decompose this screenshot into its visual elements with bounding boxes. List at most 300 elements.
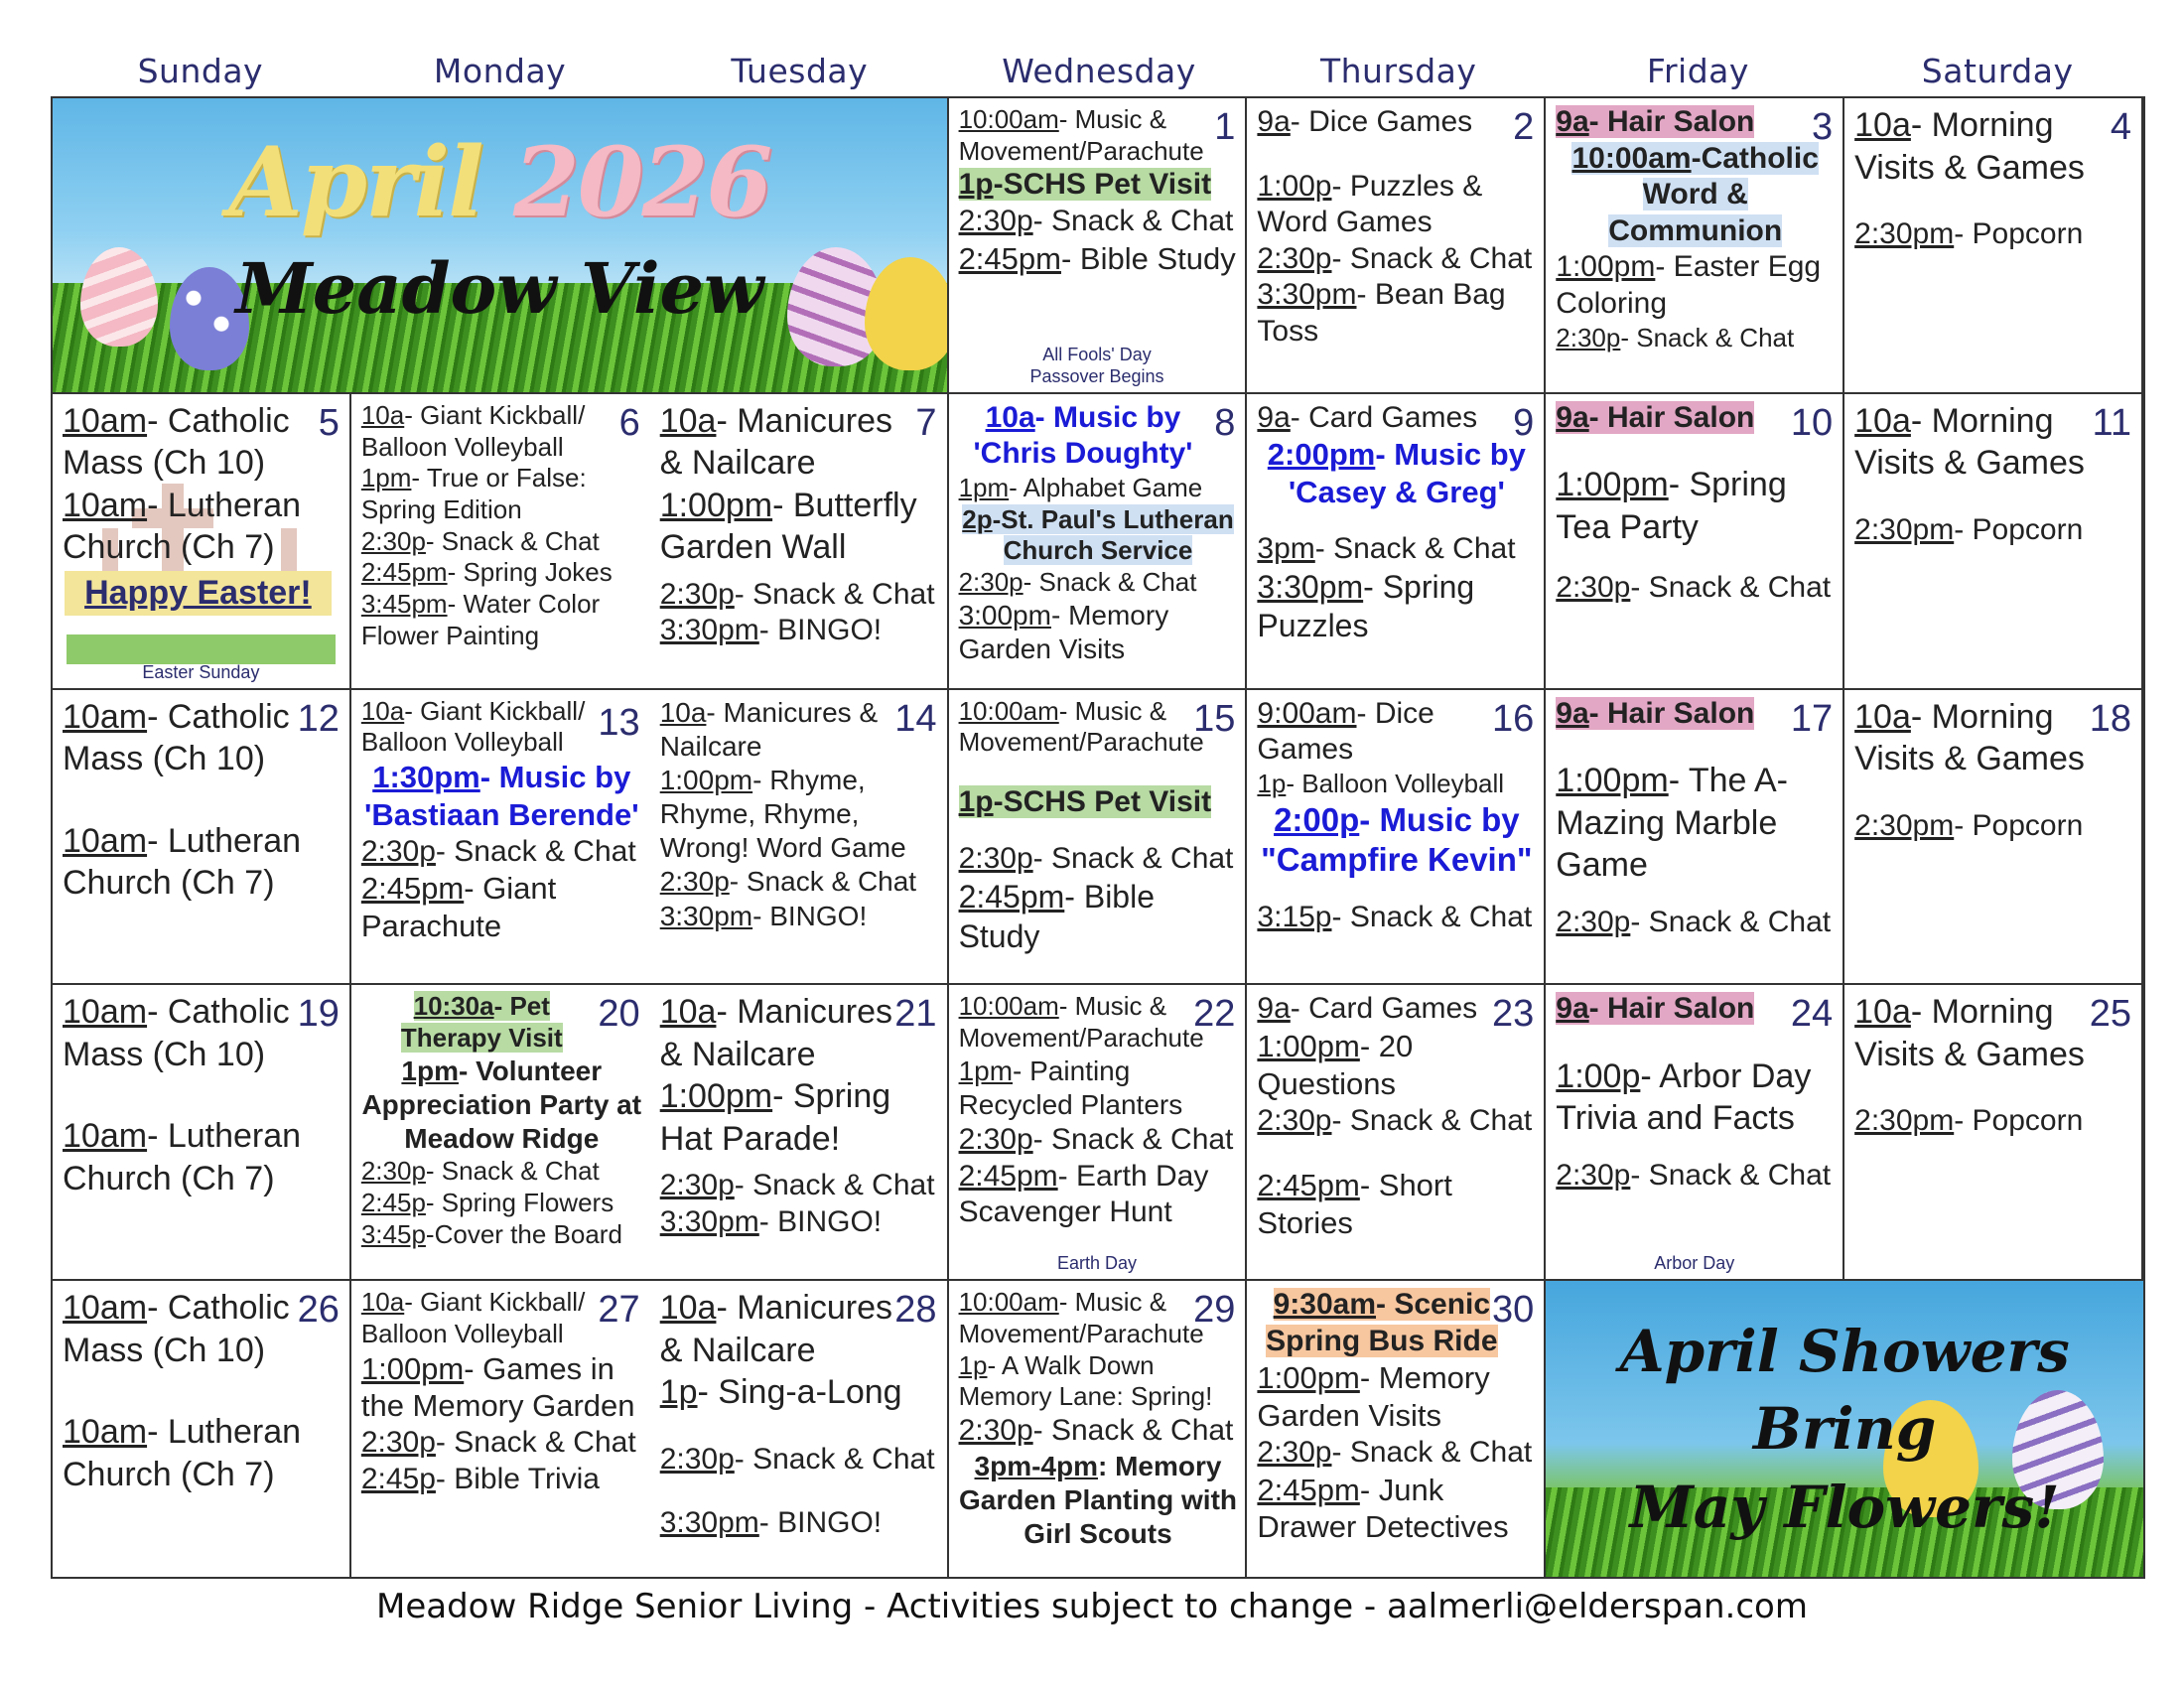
event-title: - BINGO! xyxy=(752,900,868,931)
event-time: 2:45pm xyxy=(958,1159,1058,1193)
event xyxy=(959,104,1238,167)
event-time: 2:30p xyxy=(958,567,1024,598)
event-time: 3:30pm xyxy=(1257,278,1357,312)
day-number: 1 xyxy=(1214,106,1236,148)
event-title: - Spring Puzzles xyxy=(1257,568,1475,643)
event-title: - Snack & Chat xyxy=(1620,322,1795,352)
event-title: - Bible Study xyxy=(1060,240,1236,276)
event-time: 10am xyxy=(63,993,148,1032)
event-time: 1:00pm xyxy=(1257,1360,1360,1396)
day-cell-16 xyxy=(1247,690,1546,986)
event-time: 3:30pm xyxy=(659,1204,759,1238)
event xyxy=(660,1505,939,1542)
event-time: 1pm xyxy=(958,1055,1014,1086)
event xyxy=(1854,104,2133,189)
event-time: 2:30pm xyxy=(1854,217,1955,250)
event-time: 2:30p xyxy=(659,1442,735,1476)
event-title: - Balloon Volleyball xyxy=(1286,768,1505,798)
event-title: -SCHS Pet Visit xyxy=(993,785,1212,819)
day-number: 2 xyxy=(1513,106,1535,148)
event-title: - Hair Salon xyxy=(1588,105,1755,138)
event-time: 10a xyxy=(1854,993,1911,1032)
day-number: 21 xyxy=(894,993,937,1036)
weekday-thursday: Thursday xyxy=(1319,52,1477,90)
event-time: 2:30p xyxy=(958,1414,1033,1448)
event-title: - Bible Trivia xyxy=(435,1462,600,1495)
event xyxy=(660,1168,939,1204)
day-number: 8 xyxy=(1214,401,1236,444)
event-title: - Card Games xyxy=(1290,400,1478,434)
event-time: 3:30pm xyxy=(659,614,759,647)
event-time: 3:30pm xyxy=(659,1506,759,1540)
event-title: - Water Color Flower Painting xyxy=(360,589,601,650)
weekday-header-row xyxy=(51,52,2147,95)
event xyxy=(1854,512,2133,549)
event-title: - Snack & Chat xyxy=(1630,571,1832,605)
event-title: - Music by 'Chris Doughty' xyxy=(973,400,1193,471)
event-title: - Card Games xyxy=(1290,992,1478,1026)
event-time: 3:30pm xyxy=(1257,568,1364,605)
event-time: 9a xyxy=(1556,400,1589,434)
event-time: 10:30a xyxy=(413,991,494,1022)
day-cell-25 xyxy=(1844,985,2143,1281)
day-cell-27 xyxy=(351,1281,650,1577)
event-title: - Snack & Chat xyxy=(1314,532,1516,566)
event-time: 10a xyxy=(1854,401,1911,440)
event xyxy=(959,877,1238,956)
event-time: 1:00pm xyxy=(659,1077,773,1116)
event-title: - Games in the Memory Garden xyxy=(360,1350,635,1424)
event-time: 9a xyxy=(1556,992,1589,1026)
day-number: 30 xyxy=(1492,1289,1535,1332)
event xyxy=(361,870,642,945)
event-time: 10am xyxy=(63,486,148,524)
event-time: 1pm xyxy=(401,1055,459,1086)
event-time: 2:45p xyxy=(360,1188,426,1218)
event-time: 9:30am xyxy=(1273,1288,1377,1322)
event-title: - Arbor Day Trivia and Facts xyxy=(1556,1056,1812,1138)
day-number: 26 xyxy=(297,1289,340,1332)
holiday-note: Arbor Day xyxy=(1654,1253,1735,1274)
event-time: 2:45pm xyxy=(360,557,448,588)
closing-banner-text xyxy=(1546,1313,2143,1546)
event-time: 1:00p xyxy=(1556,1056,1641,1095)
weekday-friday: Friday xyxy=(1646,52,1749,90)
event-title: - Snack & Chat xyxy=(734,1442,935,1476)
event xyxy=(361,834,642,871)
event-time: 10:00am xyxy=(958,1287,1059,1318)
day-cell-7 xyxy=(650,394,949,690)
event xyxy=(361,557,642,589)
event-time: 2:30p xyxy=(1556,1158,1631,1192)
weekday-wednesday: Wednesday xyxy=(1002,52,1196,90)
day-number: 24 xyxy=(1790,993,1834,1036)
event xyxy=(63,400,341,485)
event-title: - Snack & Chat xyxy=(734,1169,935,1202)
event-time: 2:30p xyxy=(360,525,426,556)
day-cell-29 xyxy=(949,1281,1248,1577)
event-title: - Snack & Chat xyxy=(1331,901,1533,933)
event xyxy=(1556,141,1835,250)
day-cell-18 xyxy=(1844,690,2143,986)
event xyxy=(1257,1435,1536,1472)
event-title: - Lutheran Church (Ch 7) xyxy=(63,821,302,903)
day-cell-20 xyxy=(351,985,650,1281)
event-title: - Lutheran Church (Ch 7) xyxy=(63,1117,302,1197)
event-title: - Dice Games xyxy=(1290,105,1473,138)
event xyxy=(361,759,642,834)
day-number: 28 xyxy=(894,1289,937,1332)
event xyxy=(959,1055,1238,1122)
event xyxy=(361,1350,642,1426)
event-title: - Music by "Campfire Kevin" xyxy=(1261,800,1533,878)
day-cell-11 xyxy=(1844,394,2143,690)
event-time: 2:30pm xyxy=(1854,808,1955,842)
event xyxy=(1556,1055,1835,1140)
event-title: - Sing-a-Long xyxy=(697,1373,902,1412)
event-title: - Bible Study xyxy=(958,879,1155,955)
event-title: - Lutheran Church (Ch 7) xyxy=(63,1413,302,1493)
day-cell-5 xyxy=(53,394,351,690)
weekday-saturday: Saturday xyxy=(1921,52,2074,90)
event-title: - Popcorn xyxy=(1954,217,2084,250)
event-title: - Junk Drawer Detectives xyxy=(1257,1472,1509,1545)
weekday-monday: Monday xyxy=(433,52,567,90)
event xyxy=(1257,1472,1536,1547)
holiday-note: All Fools' Day xyxy=(1042,344,1152,364)
event-time: 2:30p xyxy=(958,1123,1033,1157)
banner-year: 2026 xyxy=(512,126,771,238)
day-number: 12 xyxy=(297,697,340,740)
event-time: 2:30pm xyxy=(1854,1104,1955,1138)
event-title: - Music by 'Casey & Greg' xyxy=(1288,437,1526,510)
day-number: 18 xyxy=(2089,697,2131,740)
event-time: 1:00pm xyxy=(1556,762,1669,800)
event-time: 2:30p xyxy=(1556,322,1621,352)
event-time: 2:30p xyxy=(958,841,1033,875)
day-cell-4 xyxy=(1844,98,2143,394)
day-number: 5 xyxy=(318,401,340,444)
day-number: 7 xyxy=(915,401,937,444)
event-time: 10:00am xyxy=(1571,141,1692,175)
day-number: 6 xyxy=(618,401,640,444)
day-number: 29 xyxy=(1193,1289,1236,1332)
event xyxy=(1556,104,1835,141)
event-title: - Snack & Chat xyxy=(1331,241,1533,275)
event-title: - Music & Movement/Parachute xyxy=(958,991,1204,1054)
event xyxy=(660,865,939,899)
event xyxy=(959,204,1238,240)
event-time: 10am xyxy=(63,697,148,736)
event-title: - Popcorn xyxy=(1954,1104,2084,1138)
event-time: 2:30p xyxy=(1257,241,1332,275)
day-number: 20 xyxy=(598,993,640,1036)
event-title: - Dice Games xyxy=(1257,696,1434,767)
event-title: - Snack & Chat xyxy=(1630,1158,1832,1192)
event xyxy=(1257,769,1536,800)
event-time: 3:00pm xyxy=(958,599,1051,631)
event xyxy=(959,167,1238,204)
event-title: - Snack & Chat xyxy=(1331,1436,1533,1469)
event xyxy=(1257,436,1536,511)
event xyxy=(1556,323,1835,354)
event xyxy=(959,504,1238,567)
event xyxy=(1257,531,1536,568)
day-cell-17 xyxy=(1546,690,1844,986)
event-time: 2:30p xyxy=(1556,905,1631,938)
event xyxy=(361,589,642,651)
event-title: - True or False: Spring Edition xyxy=(360,463,587,524)
event-title: - Morning Visits & Games xyxy=(1854,697,2085,778)
event-title: - Popcorn xyxy=(1954,808,2084,842)
event xyxy=(361,400,642,463)
day-cell-30 xyxy=(1247,1281,1546,1577)
event xyxy=(959,1413,1238,1450)
event-time: 2:30p xyxy=(659,577,735,611)
event xyxy=(361,1219,642,1251)
day-cell-28 xyxy=(650,1281,949,1577)
event-title: - Scenic Spring Bus Ride xyxy=(1266,1288,1498,1357)
event-title: - Manicures & Nailcare xyxy=(659,1289,893,1369)
day-cell-2 xyxy=(1247,98,1546,394)
holiday-note: Passover Begins xyxy=(1029,365,1164,386)
day-cell-24 xyxy=(1546,985,1844,1281)
day-cell-15 xyxy=(949,690,1248,986)
event-time: 9a xyxy=(1556,696,1589,730)
event-title: - The A-Mazing Marble Game xyxy=(1556,762,1788,885)
event-title: - Hair Salon xyxy=(1588,992,1755,1026)
day-number: 3 xyxy=(1812,106,1834,148)
event xyxy=(959,1350,1238,1413)
event xyxy=(1257,1028,1536,1103)
event-time: 2:30p xyxy=(1556,571,1631,605)
event-title: - Butterfly Garden Wall xyxy=(659,486,917,567)
event-time: 1:30pm xyxy=(372,760,480,795)
event-time: 3:45pm xyxy=(360,589,448,620)
event-time: 1p xyxy=(958,785,994,819)
event-title: - Giant Kickball/ Balloon Volleyball xyxy=(360,399,586,462)
event-title: - Popcorn xyxy=(1954,512,2084,546)
event xyxy=(660,577,939,614)
event xyxy=(1257,1359,1536,1435)
event-title: - Snack & Chat xyxy=(1023,567,1197,598)
event xyxy=(1257,169,1536,241)
day-number: 25 xyxy=(2089,993,2131,1036)
event-time: 9a xyxy=(1556,105,1589,138)
event xyxy=(959,1159,1238,1231)
event-title: - Easter Egg Coloring xyxy=(1556,250,1822,320)
day-cell-6 xyxy=(351,394,650,690)
event-time: 2p xyxy=(962,503,993,534)
event-time: 2:30p xyxy=(958,205,1033,238)
event-time: 1pm xyxy=(360,463,412,493)
day-cell-10 xyxy=(1546,394,1844,690)
event-title: -Cover the Board xyxy=(425,1218,622,1249)
day-number: 23 xyxy=(1492,993,1535,1036)
event-time: 1:00pm xyxy=(1556,250,1656,284)
event-title: - Snack & Chat xyxy=(734,577,935,611)
event xyxy=(660,900,939,933)
event-time: 2:45pm xyxy=(958,240,1061,276)
event xyxy=(361,1156,642,1188)
event-time: 2:30p xyxy=(1257,1103,1332,1137)
event-time: 2:45pm xyxy=(1257,1472,1360,1507)
event-time: 1p xyxy=(958,168,994,202)
event xyxy=(1556,760,1835,887)
event-title: - Hair Salon xyxy=(1588,696,1755,730)
event xyxy=(63,485,341,569)
event xyxy=(959,400,1238,473)
footer: Meadow Ridge Senior Living - Activities subject to change - aalmerli@elderspan.com xyxy=(376,1587,1808,1626)
event-title: - Music & Movement/Parachute xyxy=(958,104,1204,166)
event-title: - Music & Movement/Parachute xyxy=(958,1287,1204,1348)
event xyxy=(361,1055,642,1156)
event-time: 1pm xyxy=(958,472,1010,502)
event-time: 10a xyxy=(1854,106,1911,144)
event xyxy=(959,784,1238,821)
event xyxy=(1556,570,1835,607)
event xyxy=(63,820,341,905)
event xyxy=(361,1462,642,1498)
event-title: : Memory Garden Planting with Girl Scouts xyxy=(958,1450,1237,1549)
event-time: 1p xyxy=(659,1373,698,1412)
event-time: 3:30pm xyxy=(659,900,753,931)
event-title: - BINGO! xyxy=(758,1204,883,1238)
event-title: - Morning Visits & Games xyxy=(1854,401,2085,483)
event xyxy=(1854,1103,2133,1140)
day-cell-14 xyxy=(650,690,949,986)
event-time: 2:30p xyxy=(659,1169,735,1202)
day-number: 17 xyxy=(1790,697,1834,740)
event xyxy=(1257,1167,1536,1242)
event-time: 10a xyxy=(659,1289,717,1328)
event xyxy=(1257,900,1536,936)
event-time: 1:00pm xyxy=(1556,466,1669,504)
event-title: - Snack & Chat xyxy=(1630,905,1832,938)
event-title: - Morning Visits & Games xyxy=(1854,106,2085,187)
month-banner xyxy=(53,98,949,394)
event-title: -St. Paul's Lutheran Church Service xyxy=(992,503,1234,566)
event xyxy=(660,485,939,569)
day-cell-19 xyxy=(53,985,351,1281)
event-time: 1:00pm xyxy=(659,764,753,795)
event-time: 1:00pm xyxy=(360,1350,465,1386)
event-title: - Catholic Mass (Ch 10) xyxy=(63,697,290,778)
event xyxy=(361,1188,642,1219)
day-cell-26 xyxy=(53,1281,351,1577)
event-title: - Giant Kickball/ Balloon Volleyball xyxy=(360,695,586,758)
event xyxy=(959,841,1238,878)
event-title: - Bean Bag Toss xyxy=(1257,278,1506,348)
holiday-note: Easter Sunday xyxy=(142,661,260,682)
event-title: - Snack & Chat xyxy=(1032,1414,1234,1448)
event-time: 10a xyxy=(360,399,405,430)
day-cell-21 xyxy=(650,985,949,1281)
event-title: - Snack & Chat xyxy=(1032,1123,1234,1157)
event-time: 9a xyxy=(1257,400,1291,434)
holiday-note: Earth Day xyxy=(1056,1253,1138,1274)
event-title: - Short Stories xyxy=(1257,1168,1452,1241)
event-time: 2:30p xyxy=(360,1156,426,1187)
day-cell-23 xyxy=(1247,985,1546,1281)
event xyxy=(660,764,939,865)
event xyxy=(660,400,939,485)
event xyxy=(63,1411,341,1495)
event-time: 1:00pm xyxy=(1257,1028,1360,1063)
happy-easter-banner: Happy Easter! xyxy=(65,571,332,616)
event-title: - Morning Visits & Games xyxy=(1854,993,2085,1073)
event-title: - Spring Jokes xyxy=(447,557,613,588)
event xyxy=(959,599,1238,666)
event xyxy=(361,1425,642,1462)
event xyxy=(1854,216,2133,253)
event-title: - Earth Day Scavenger Hunt xyxy=(958,1159,1209,1229)
event-title: - Puzzles & Word Games xyxy=(1257,169,1483,239)
event-title: - A Walk Down Memory Lane: Spring! xyxy=(958,1349,1213,1412)
event xyxy=(1556,905,1835,941)
event-title: - Catholic Mass (Ch 10) xyxy=(63,1289,290,1369)
weekday-sunday: Sunday xyxy=(137,52,264,90)
day-cell-3 xyxy=(1546,98,1844,394)
event-time: 2:30p xyxy=(360,1426,436,1460)
event-title: - Painting Recycled Planters xyxy=(958,1055,1183,1120)
event-time: 1:00pm xyxy=(659,486,773,524)
event-time: 2:45p xyxy=(360,1462,436,1495)
day-number: 22 xyxy=(1193,993,1236,1036)
event-title: - Snack & Chat xyxy=(435,1426,636,1460)
event-title: - Giant Kickball/ Balloon Volleyball xyxy=(360,1287,586,1348)
event-time: 10am xyxy=(63,1289,148,1328)
day-number: 14 xyxy=(894,697,937,740)
event xyxy=(959,473,1238,504)
event-time: 9a xyxy=(1257,992,1291,1026)
event-time: 10a xyxy=(1854,697,1911,736)
event xyxy=(959,1450,1238,1551)
event-time: 2:00p xyxy=(1274,800,1360,838)
event-time: 10a xyxy=(659,401,717,440)
event-title: - BINGO! xyxy=(758,1506,883,1540)
event-title: - Music by 'Bastiaan Berende' xyxy=(363,760,639,832)
closing-line-2: May Flowers! xyxy=(1629,1473,2060,1541)
event-time: 1:00p xyxy=(1257,169,1332,203)
event-title: - Snack & Chat xyxy=(729,866,917,898)
event-title: - Manicures & Nailcare xyxy=(659,993,893,1073)
event-title: - Manicures & Nailcare xyxy=(659,696,879,762)
closing-banner xyxy=(1546,1281,2143,1577)
event-title: - Music & Movement/Parachute xyxy=(958,695,1204,758)
event xyxy=(1257,277,1536,350)
event-title: - Memory Garden Visits xyxy=(1257,1360,1490,1434)
day-number: 4 xyxy=(2110,106,2131,148)
event-time: 2:45pm xyxy=(958,879,1065,915)
day-number: 16 xyxy=(1492,697,1535,740)
day-cell-12 xyxy=(53,690,351,986)
event-title: - Volunteer Appreciation Party at Meadow Ridge xyxy=(361,1055,642,1155)
event xyxy=(959,240,1238,279)
event xyxy=(959,1122,1238,1159)
event-title: - Spring Hat Parade! xyxy=(659,1077,891,1158)
event xyxy=(660,1442,939,1478)
event-time: 2:30pm xyxy=(1854,512,1955,546)
day-cell-9 xyxy=(1247,394,1546,690)
event-title: - Snack & Chat xyxy=(435,834,636,868)
event-time: 10am xyxy=(63,1413,148,1452)
event xyxy=(959,567,1238,599)
day-number: 15 xyxy=(1193,697,1236,740)
day-number: 10 xyxy=(1790,401,1834,444)
event-time: 2:30p xyxy=(1257,1436,1332,1469)
day-number: 13 xyxy=(598,701,640,744)
